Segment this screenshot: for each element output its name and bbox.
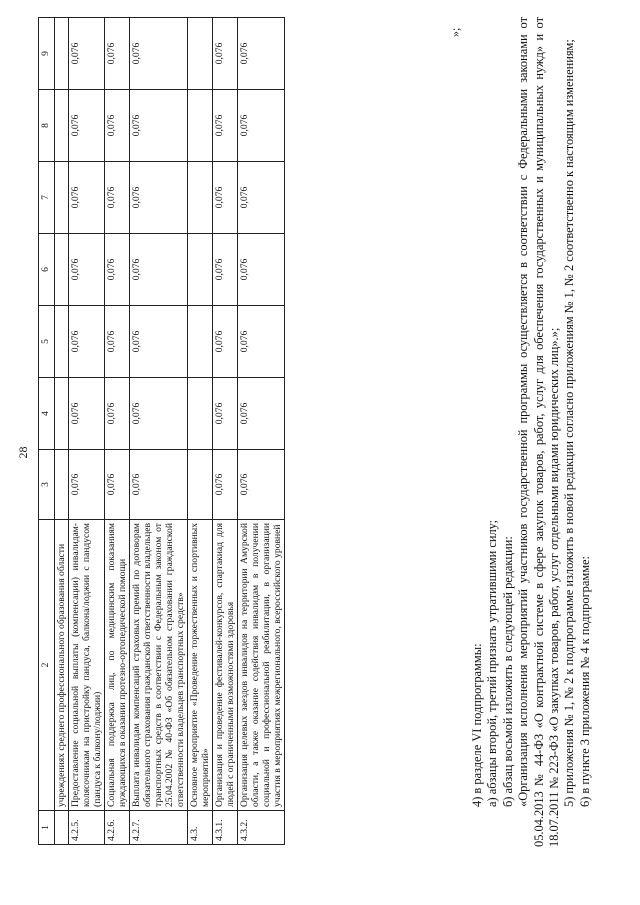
row-value: 0,076: [105, 90, 130, 162]
row-value: 0,076: [105, 306, 130, 378]
paragraph: б) абзац восьмой изложить в следующей редакции:: [500, 536, 515, 807]
row-value: 0,076: [130, 234, 188, 306]
row-number: 4.2.5.: [69, 811, 105, 845]
row-value: 0,076: [213, 18, 238, 90]
row-value: 0,076: [130, 450, 188, 520]
row-value: 0,076: [238, 306, 285, 378]
row-value: 0,076: [213, 378, 238, 450]
row-value: [188, 234, 213, 306]
row-value: 0,076: [238, 234, 285, 306]
row-number: 4.3.2.: [238, 811, 285, 845]
row-value: [55, 18, 69, 90]
row-description: Выплата инвалидам компенсаций страховых премий по договорам обязательного страхования гражданской ответственности владельцев транспортных средств в соответствии с Федеральным законом от 25.04.2002 № 40-ФЗ «Об обязательном страховании гражданской ответственности владельцев транспортных средств»: [130, 520, 188, 811]
row-value: 0,076: [213, 234, 238, 306]
row-value: [188, 378, 213, 450]
row-value: 0,076: [238, 18, 285, 90]
table-row: [188, 18, 213, 845]
row-value: 0,076: [105, 378, 130, 450]
row-value: [55, 378, 69, 450]
row-number: 4.3.1.: [213, 811, 238, 845]
row-value: [55, 306, 69, 378]
paragraph: 6) в пункте 3 приложения № 4 к подпрограмме:: [577, 556, 592, 807]
table-row: [55, 18, 69, 845]
row-value: [188, 450, 213, 520]
row-value: 0,076: [69, 450, 105, 520]
row-number: 4.2.7.: [130, 811, 188, 845]
amendment-text: [470, 17, 593, 847]
row-value: 0,076: [130, 162, 188, 234]
row-value: 0,076: [105, 18, 130, 90]
row-value: 0,076: [213, 162, 238, 234]
table-row: [69, 18, 105, 845]
row-value: 0,076: [69, 306, 105, 378]
column-header: 8: [39, 90, 55, 162]
table-row: [105, 18, 130, 845]
program-table: [38, 17, 285, 845]
row-number: 4.3.: [188, 811, 213, 845]
row-description: Социальная поддержка лиц, по медицинским показаниям нуждающихся в оказании протезно-ортопедической помощи: [105, 520, 130, 811]
row-value: 0,076: [238, 90, 285, 162]
row-number: [55, 811, 69, 845]
row-value: 0,076: [69, 18, 105, 90]
row-value: [55, 234, 69, 306]
table-header-row: [39, 18, 55, 845]
page-number: 28: [16, 446, 30, 459]
row-value: 0,076: [130, 378, 188, 450]
row-value: [55, 162, 69, 234]
row-value: 0,076: [105, 234, 130, 306]
column-header: 3: [39, 450, 55, 520]
row-value: [188, 162, 213, 234]
paragraph: а) абзацы второй, третий признать утратившими силу;: [485, 519, 500, 807]
row-value: 0,076: [105, 450, 130, 520]
paragraph: 5) приложения № 1, № 2 к подпрограмме изложить в новой редакции согласно приложениям № 1, № 2 соответственно к настоящим изменениям;: [562, 39, 577, 807]
table-row: [213, 18, 238, 845]
column-header: 9: [39, 18, 55, 90]
table-row: [238, 18, 285, 845]
row-value: 0,076: [213, 306, 238, 378]
row-value: 0,076: [213, 90, 238, 162]
row-description: Предоставление социальной выплаты (компенсации) инвалидам-колясочникам на пристройку пандуса, балкона/лоджии с пандусом (пандуса к балкону/лоджии): [69, 520, 105, 811]
row-value: 0,076: [105, 162, 130, 234]
row-value: 0,076: [130, 90, 188, 162]
column-header: 5: [39, 306, 55, 378]
column-header: 6: [39, 234, 55, 306]
row-value: [55, 90, 69, 162]
row-value: [188, 18, 213, 90]
row-value: 0,076: [69, 90, 105, 162]
column-header: 1: [39, 811, 55, 845]
row-value: 0,076: [130, 306, 188, 378]
row-value: [188, 306, 213, 378]
row-value: [188, 90, 213, 162]
row-number: 4.2.6.: [105, 811, 130, 845]
row-value: [55, 450, 69, 520]
row-value: 0,076: [69, 162, 105, 234]
column-header: 4: [39, 378, 55, 450]
row-value: 0,076: [238, 450, 285, 520]
paragraph: 4) в разделе VI подпрограммы:: [470, 643, 484, 807]
row-value: 0,076: [238, 162, 285, 234]
row-description: учреждениях среднего профессионального образования области: [55, 520, 69, 811]
row-value: 0,076: [213, 450, 238, 520]
row-value: 0,076: [69, 234, 105, 306]
row-description: Основное мероприятие «Проведение торжественных и спортивных мероприятий»: [188, 520, 213, 811]
row-value: 0,076: [69, 378, 105, 450]
table-row: [130, 18, 188, 845]
row-value: 0,076: [238, 378, 285, 450]
column-header: 2: [39, 520, 55, 811]
row-value: 0,076: [130, 18, 188, 90]
paragraph: «Организация исполнения мероприятий участников государственной программы осуществляется в соответствии с Федеральными законами от 05.04.2013 № 44-ФЗ «О контрактной системе в сфере закупок товаров, работ, услуг для обеспечения государственных и муниципальных нужд» и от 18.07.2011 № 223-ФЗ «О закупках товаров, работ, услуг отдельными видами юридических лиц».»;: [516, 17, 562, 847]
row-description: Организация целевых заездов инвалидов на территории Амурской области, а также оказание содействия инвалидам в получении социальной и профессиональной реабилитации, в организации участия в мероприятиях межрегионального, всероссийского уровней: [238, 520, 285, 811]
column-header: 7: [39, 162, 55, 234]
table-closing-mark: »;: [448, 27, 462, 37]
row-description: Организация и проведение фестивалей-конкурсов, спартакиад для людей с ограниченными возможностями здоровья: [213, 520, 238, 811]
